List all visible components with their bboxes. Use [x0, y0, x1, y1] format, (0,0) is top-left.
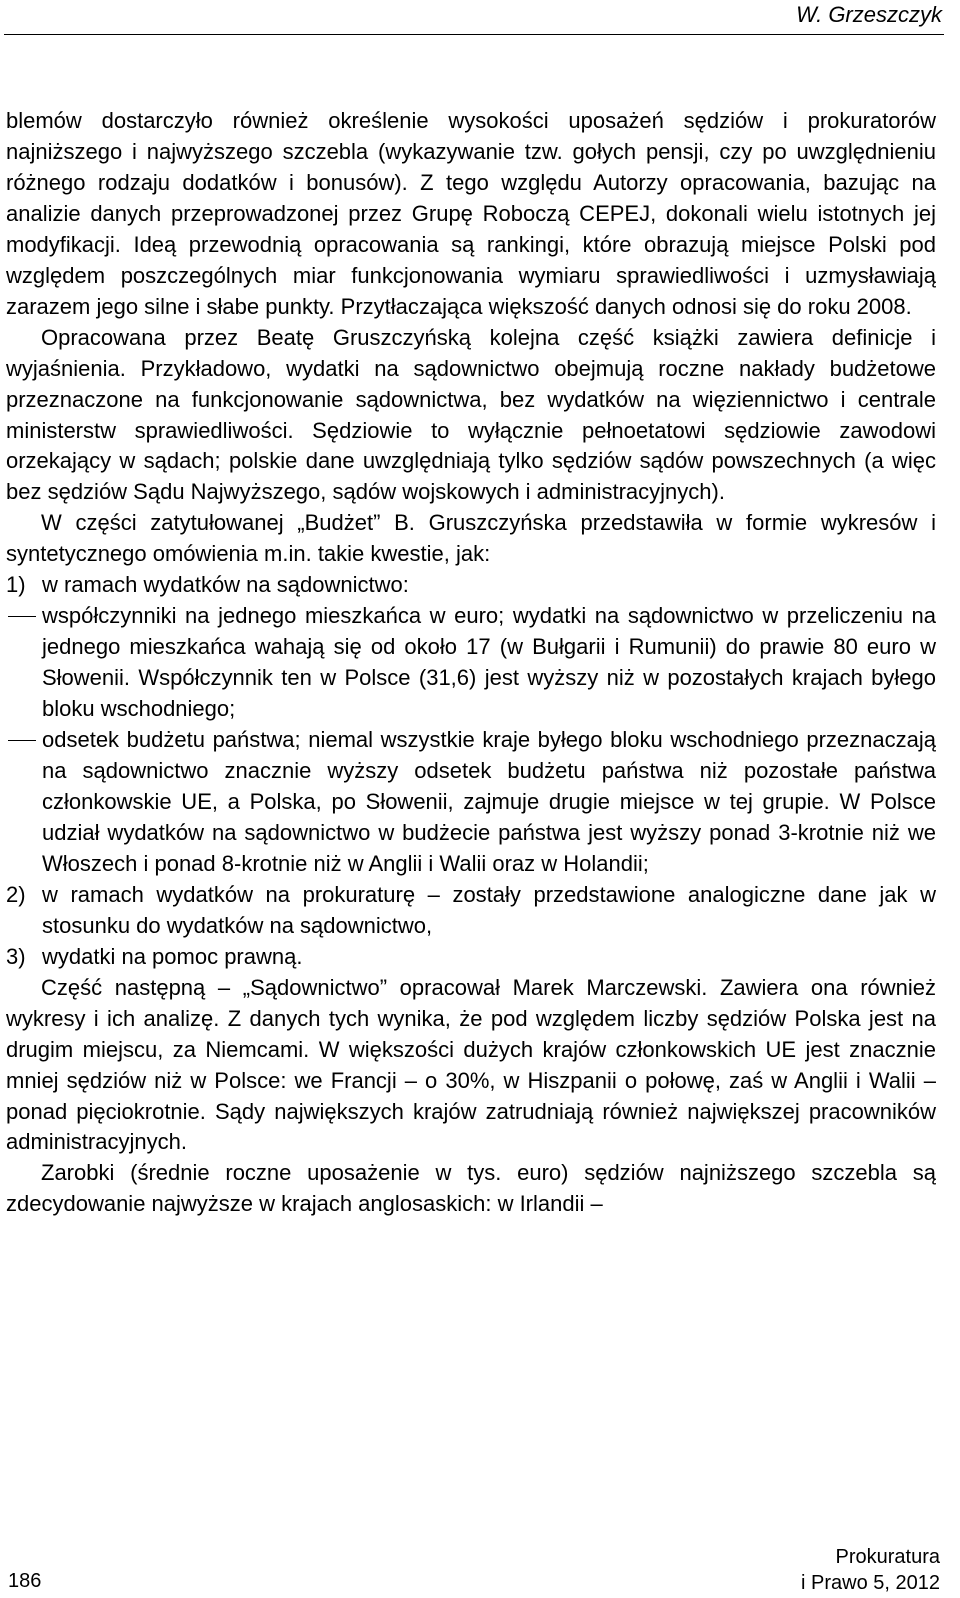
dash-item-text: współczynniki na jednego mieszkańca w euro; wydatki na sądownictwo w przeliczeniu na jednego mieszkańca wahają się od około 17 (w Bułgarii i Rumunii) do prawie 80 euro w Słowenii. Współczynnik ten w Polsce (31,6) jest wyższy niż w pozostałych krajach byłego bloku wschodniego;	[42, 603, 936, 722]
numbered-list-item-2	[6, 880, 936, 942]
header-divider	[4, 34, 944, 35]
page-number: 186	[8, 1570, 42, 1592]
list-item-text: w ramach wydatków na prokuraturę – zostały przedstawione analogiczne dane jak w stosunku do wydatków na sądownictwo,	[42, 881, 936, 938]
running-header-author: W. Grzeszczyk	[796, 2, 942, 27]
dash-bullet	[6, 601, 42, 725]
dash-bullet	[6, 725, 42, 880]
journal-issue: i Prawo 5, 2012	[801, 1572, 940, 1594]
list-item-text: w ramach wydatków na sądownictwo:	[42, 572, 409, 598]
paragraph-3: W części zatytułowanej „Budżet” B. Gruszczyńska przedstawiła w formie wykresów i syntetycznego omówienia m.in. takie kwestie, jak:	[6, 510, 936, 567]
dash-list-item-1	[6, 601, 936, 725]
list-marker: 1)	[6, 572, 26, 598]
numbered-list-item-3	[6, 942, 936, 973]
dash-item-text: odsetek budżetu państwa; niemal wszystkie kraje byłego bloku wschodniego przeznaczają na sądownictwo znacznie wyższy odsetek budżetu państwa niż pozostałe państwa członkowskie UE, a Polska, po Słowenii, zajmuje drugie miejsce w tej grupie. W Polsce udział wydatków na sądownictwo w budżecie państwa jest wyższy ponad 3-krotnie niż we Włoszech i ponad 8-krotnie niż w Anglii i Walii oraz w Holandii;	[42, 727, 936, 876]
paragraph-1: blemów dostarczyło również określenie wysokości uposażeń sędziów i prokuratorów najniższego i najwyższego szczebla (wykazywanie tzw. gołych pensji, czy po uwzględnieniu różnego rodzaju dodatków i bonusów). Z tego względu Autorzy opracowania, bazując na analizie danych przeprowadzonej przez Grupę Roboczą CEPEJ, dokonali wielu istotnych jej modyfikacji. Ideą przewodnią opracowania są rankingi, które obrazują miejsce Polski pod względem poszczególnych miar funkcjonowania wymiaru sprawiedliwości i uzmysławiają zarazem jego silne i słabe punkty. Przytłaczająca większość danych odnosi się do roku 2008.	[6, 108, 936, 319]
article-body	[6, 106, 936, 1220]
paragraph-2: Opracowana przez Beatę Gruszczyńską kolejna część książki zawiera definicje i wyjaśnienia. Przykładowo, wydatki na sądownictwo obejmują roczne nakłady budżetowe przeznaczone na funkcjonowanie sądownictwa, bez wydatków na więziennictwo i centrale ministerstw sprawiedliwości. Sędziowie to wyłącznie pełnoetatowi sędziowie zawodowi orzekający w sądach; polskie dane uwzględniają tylko sędziów sądów powszechnych (a więc bez sędziów Sądu Najwyższego, sądów wojskowych i administracyjnych).	[6, 324, 936, 505]
journal-citation	[801, 1544, 940, 1596]
journal-title: Prokuratura	[835, 1546, 940, 1568]
paragraph-5: Zarobki (średnie roczne uposażenie w tys. euro) sędziów najniższego szczebla są zdecydowanie najwyższe w krajach anglosaskich: w Irlandii –	[6, 1160, 936, 1217]
numbered-list-item-1	[6, 570, 936, 601]
dash-list-item-2	[6, 725, 936, 880]
list-item-text: wydatki na pomoc prawną.	[42, 943, 303, 969]
paragraph-4: Część następną – „Sądownictwo” opracował Marek Marczewski. Zawiera ona również wykresy i ich analizę. Z danych tych wynika, że pod względem liczby sędziów Polska jest na drugim miejscu, za Niemcami. W większości dużych krajów członkowskich UE jest znacznie mniej sędziów niż w Polsce: we Francji – o 30%, w Hiszpanii o połowę, zaś w Anglii i Walii – ponad pięciokrotnie. Sądy największych krajów zatrudniają również największej pracowników administracyjnych.	[6, 974, 936, 1155]
list-marker: 3)	[6, 943, 26, 969]
list-marker: 2)	[6, 881, 26, 907]
